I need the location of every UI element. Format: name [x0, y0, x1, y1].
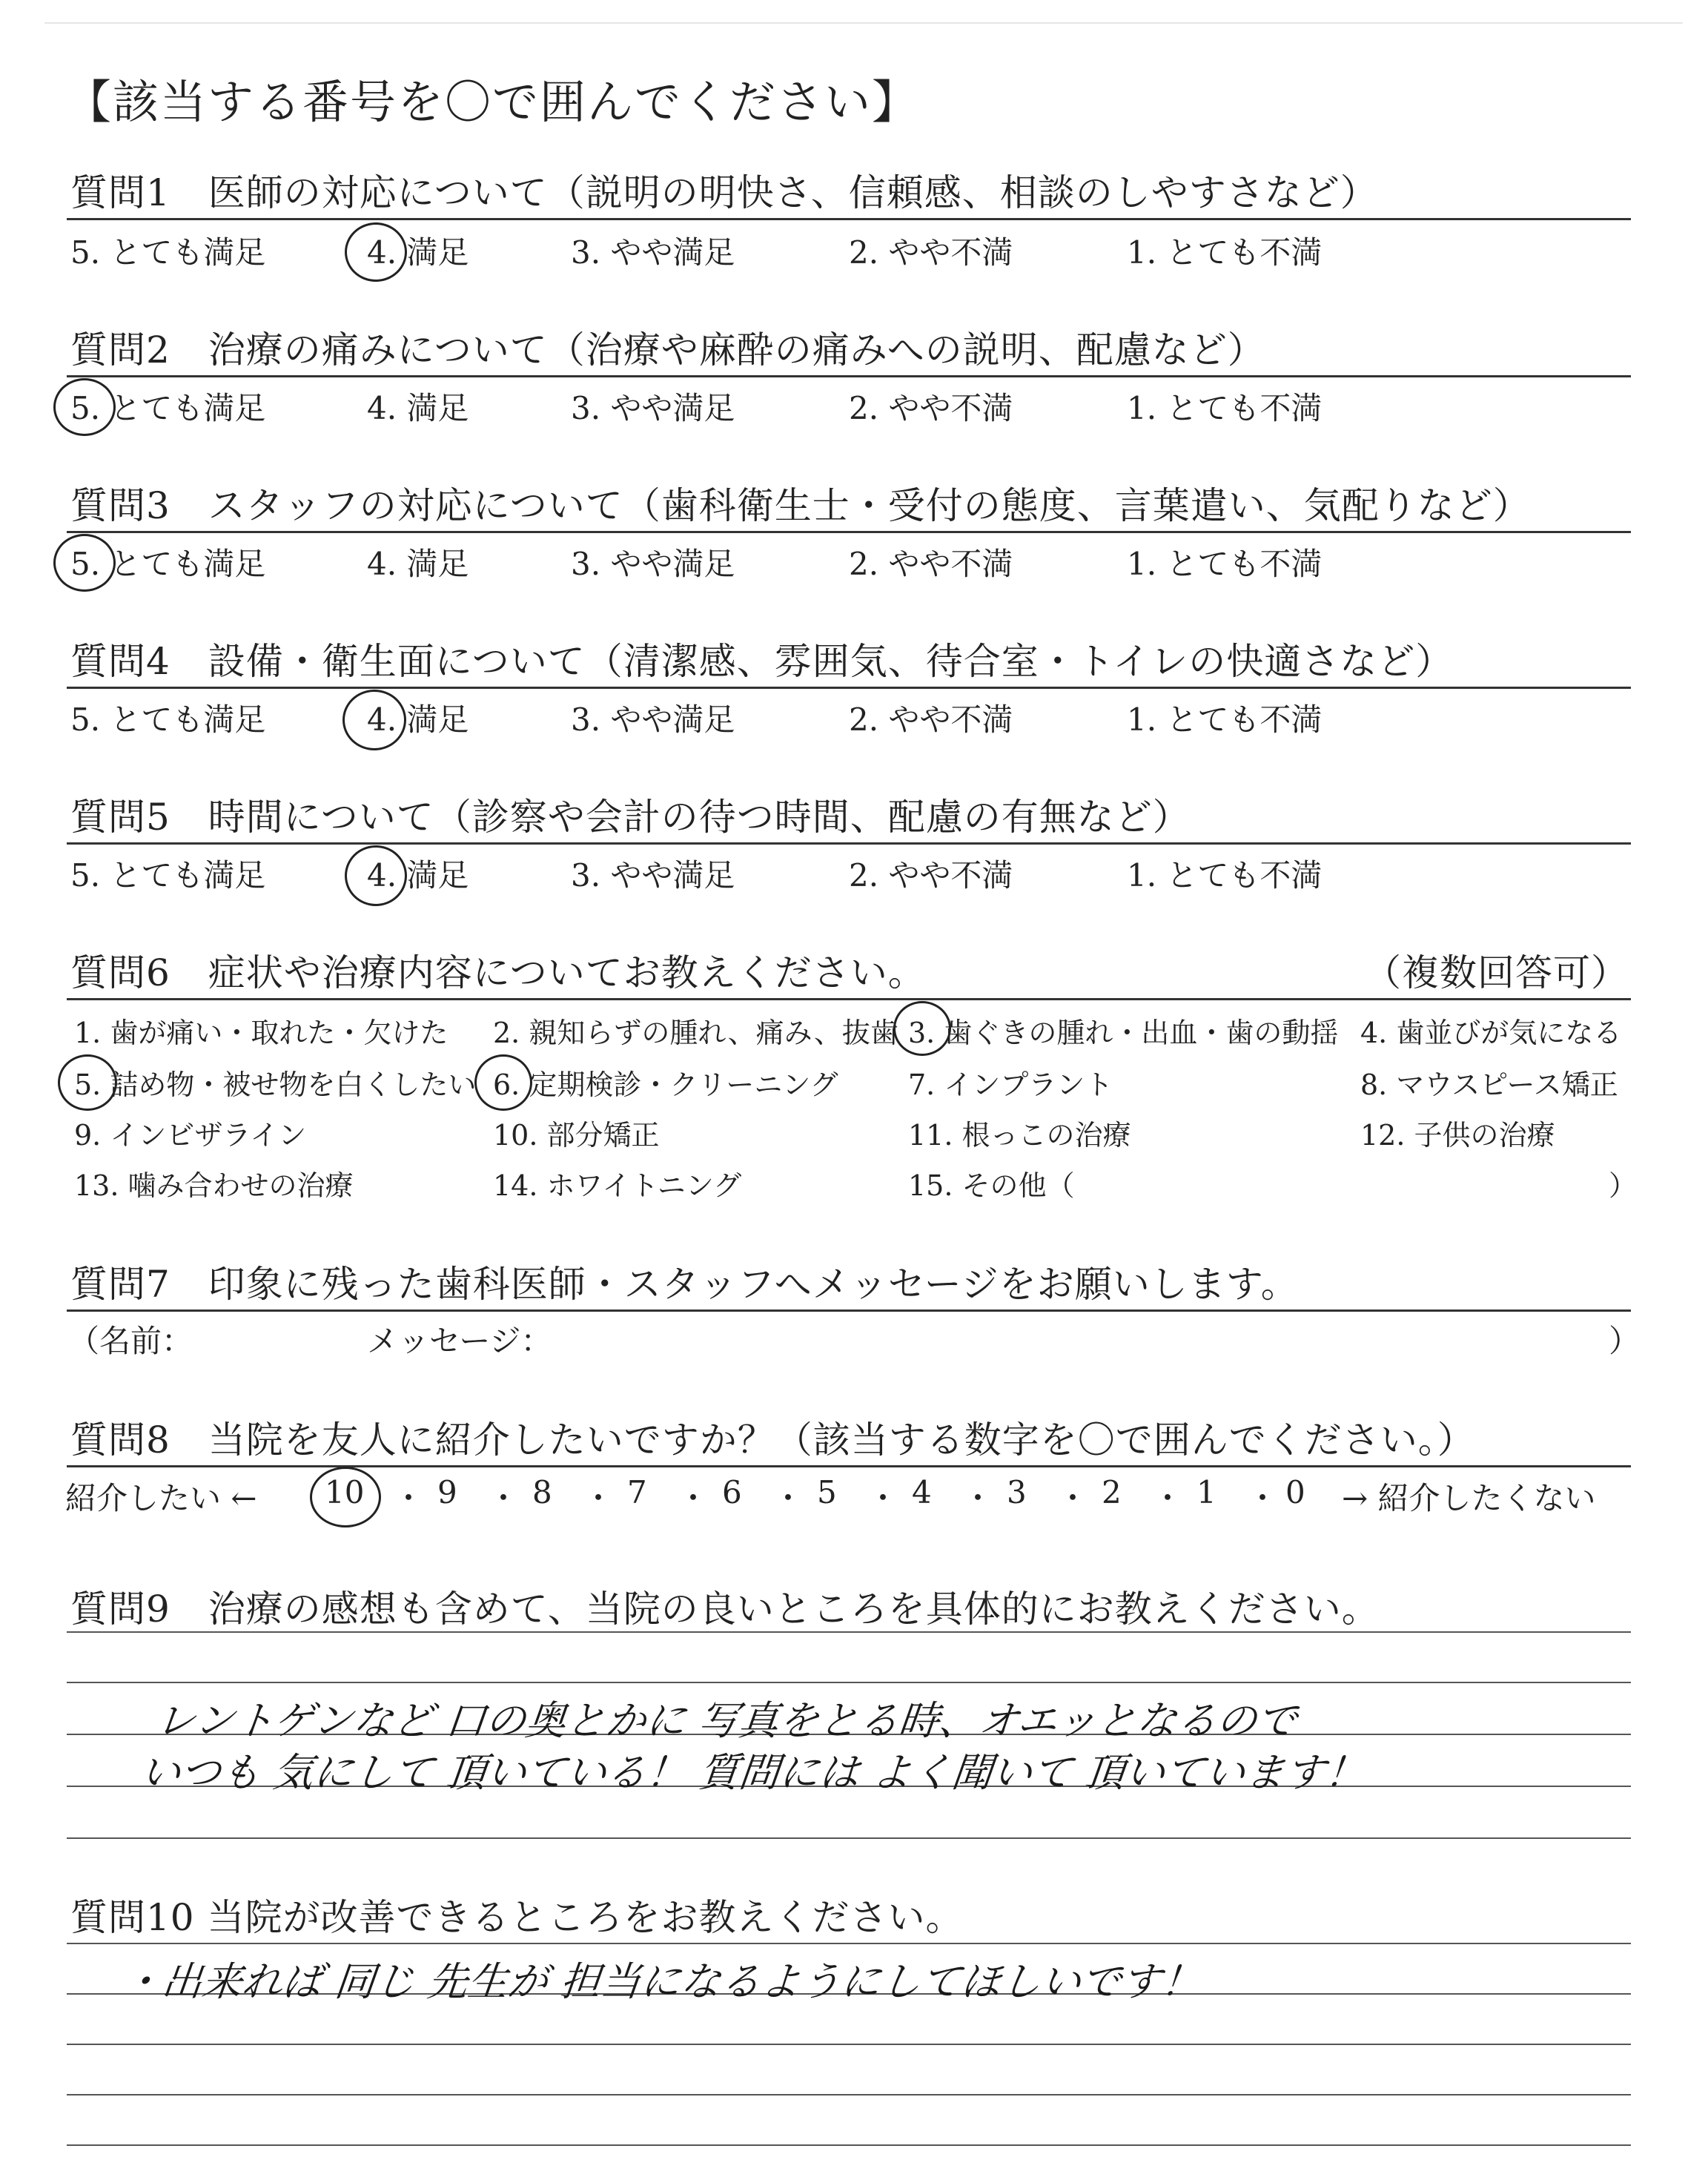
- q10-answer-line-1: [67, 1943, 1631, 1944]
- question-1-title: 質問1 医師の対応について（説明の明快さ、信頼感、相談のしやすさなど）: [70, 171, 1378, 214]
- q10-answer-line-4: [67, 2094, 1631, 2095]
- q8-score-10[interactable]: 10: [325, 1474, 365, 1510]
- q6-option-3[interactable]: 3. 歯ぐきの腫れ・出血・歯の動揺: [908, 1017, 1339, 1049]
- q3-selection-circle: [53, 534, 116, 592]
- q1-selection-circle: [345, 222, 407, 282]
- question-4-rule: [67, 687, 1631, 689]
- q8-score-2[interactable]: 2: [1102, 1474, 1122, 1510]
- q8-score-1[interactable]: 1: [1196, 1474, 1217, 1510]
- q9-answer-line-2: [67, 1682, 1631, 1683]
- q2-option-1[interactable]: 1. とても不満: [1127, 390, 1323, 426]
- top-border: [44, 22, 1683, 24]
- q8-separator: ・: [393, 1480, 425, 1516]
- q1-option-2[interactable]: 2. やや不満: [849, 234, 1013, 271]
- q3-option-1[interactable]: 1. とても不満: [1127, 546, 1323, 582]
- q1-option-4[interactable]: 4. 満足: [367, 234, 469, 271]
- q6-option-7[interactable]: 7. インプラント: [908, 1069, 1113, 1101]
- q2-selection-circle: [53, 378, 116, 436]
- q7-name-label: （名前：: [68, 1323, 193, 1359]
- question-7-title: 質問7 印象に残った歯科医師・スタッフへメッセージをお願いします。: [70, 1263, 1299, 1306]
- q6-selection-circle-5: [58, 1054, 117, 1111]
- q6-option-14[interactable]: 14. ホワイトニング: [493, 1169, 742, 1202]
- q6-option-13[interactable]: 13. 噛み合わせの治療: [74, 1169, 354, 1202]
- question-6-note: （複数回答可）: [1364, 951, 1629, 994]
- q10-answer-line-5: [67, 2144, 1631, 2146]
- q8-separator: ・: [1057, 1480, 1089, 1516]
- q6-option-5[interactable]: 5. 詰め物・被せ物を白くしたい: [74, 1069, 477, 1101]
- question-5-title: 質問5 時間について（診察や会計の待つ時間、配慮の有無など）: [70, 796, 1191, 839]
- q8-score-6[interactable]: 6: [722, 1474, 742, 1510]
- q9-answer-line-5: [67, 1837, 1631, 1839]
- q8-separator: ・: [488, 1480, 520, 1516]
- question-8-title: 質問8 当院を友人に紹介したいですか？（該当する数字を〇で囲んでください。）: [70, 1418, 1475, 1462]
- q4-option-4[interactable]: 4. 満足: [367, 701, 469, 738]
- q6-option-9[interactable]: 9. インビザライン: [74, 1119, 307, 1152]
- q8-score-9[interactable]: 9: [437, 1474, 457, 1510]
- q6-option-15-close-paren: ）: [1609, 1169, 1638, 1202]
- q6-selection-circle-6: [474, 1054, 532, 1111]
- q6-option-11[interactable]: 11. 根っこの治療: [908, 1119, 1131, 1152]
- q4-option-1[interactable]: 1. とても不満: [1127, 701, 1323, 738]
- question-6-rule: [67, 998, 1631, 1000]
- q5-option-2[interactable]: 2. やや不満: [849, 857, 1013, 894]
- q6-option-6[interactable]: 6. 定期検診・クリーニング: [493, 1069, 838, 1101]
- q9-handwritten-answer-2: いつも 気にして 頂いている！ 質問には よく聞いて 頂いています！: [138, 1749, 1368, 1796]
- q8-score-5[interactable]: 5: [817, 1474, 837, 1510]
- q10-answer-line-3: [67, 2044, 1631, 2045]
- q1-option-1[interactable]: 1. とても不満: [1127, 234, 1323, 271]
- question-9-title: 質問9 治療の感想も含めて、当院の良いところを具体的にお教えください。: [70, 1588, 1380, 1631]
- q8-score-4[interactable]: 4: [912, 1474, 932, 1510]
- q7-message-label: メッセージ：: [367, 1323, 552, 1359]
- q7-close-paren: ）: [1609, 1323, 1641, 1359]
- question-2-rule: [67, 375, 1631, 377]
- q4-option-2[interactable]: 2. やや不満: [849, 701, 1013, 738]
- question-5-rule: [67, 842, 1631, 845]
- q6-option-10[interactable]: 10. 部分矯正: [493, 1119, 660, 1152]
- question-10-title: 質問10 当院が改善できるところをお教えください。: [70, 1896, 964, 1939]
- q8-selection-circle: [310, 1467, 381, 1527]
- q8-separator: ・: [583, 1480, 615, 1516]
- question-4-title: 質問4 設備・衛生面について（清潔感、雰囲気、待合室・トイレの快適さなど）: [70, 640, 1454, 683]
- q3-option-4[interactable]: 4. 満足: [367, 546, 469, 582]
- question-3-title: 質問3 スタッフの対応について（歯科衛生士・受付の態度、言葉遣い、気配りなど）: [70, 484, 1531, 527]
- q8-separator: ・: [1152, 1480, 1184, 1516]
- question-3-rule: [67, 531, 1631, 533]
- q8-left-label: 紹介したい ←: [65, 1480, 257, 1516]
- q8-score-0[interactable]: 0: [1285, 1474, 1305, 1510]
- q8-score-7[interactable]: 7: [627, 1474, 647, 1510]
- q8-separator: ・: [678, 1480, 709, 1516]
- q8-right-label: → 紹介したくない: [1342, 1480, 1596, 1516]
- q8-score-8[interactable]: 8: [532, 1474, 552, 1510]
- q4-selection-circle: [342, 690, 406, 750]
- q9-answer-line-1: [67, 1631, 1631, 1633]
- q5-option-5[interactable]: 5. とても満足: [70, 857, 266, 894]
- q1-option-5[interactable]: 5. とても満足: [70, 234, 266, 271]
- question-8-rule: [67, 1465, 1631, 1467]
- q1-option-3[interactable]: 3. やや満足: [571, 234, 735, 271]
- q5-option-1[interactable]: 1. とても不満: [1127, 857, 1323, 894]
- q6-option-15[interactable]: 15. その他（: [908, 1169, 1075, 1202]
- q8-separator: ・: [867, 1480, 899, 1516]
- question-2-title: 質問2 治療の痛みについて（治療や麻酔の痛みへの説明、配慮など）: [70, 328, 1265, 371]
- q6-option-2[interactable]: 2. 親知らずの腫れ、痛み、抜歯: [493, 1017, 898, 1049]
- q6-option-12[interactable]: 12. 子供の治療: [1360, 1119, 1555, 1152]
- q3-option-3[interactable]: 3. やや満足: [571, 546, 735, 582]
- q5-selection-circle: [345, 845, 407, 906]
- page-heading: 【該当する番号を〇で囲んでください】: [65, 75, 920, 129]
- q4-option-3[interactable]: 3. やや満足: [571, 701, 735, 738]
- q2-option-4[interactable]: 4. 満足: [367, 390, 469, 426]
- q8-separator: ・: [1247, 1480, 1279, 1516]
- q8-separator: ・: [962, 1480, 994, 1516]
- q10-handwritten-answer: ・出来れば 同じ 先生が 担当になるようにしてほしいです！: [119, 1958, 1204, 2005]
- q8-score-3[interactable]: 3: [1007, 1474, 1027, 1510]
- q3-option-2[interactable]: 2. やや不満: [849, 546, 1013, 582]
- q2-option-3[interactable]: 3. やや満足: [571, 390, 735, 426]
- q8-separator: ・: [772, 1480, 804, 1516]
- q9-handwritten-answer-1: レントゲンなど 口の奥とかに 写真をとる時、オエッとなるので: [153, 1697, 1300, 1744]
- question-1-rule: [67, 218, 1631, 220]
- q5-option-3[interactable]: 3. やや満足: [571, 857, 735, 894]
- q2-option-2[interactable]: 2. やや不満: [849, 390, 1013, 426]
- q6-option-1[interactable]: 1. 歯が痛い・取れた・欠けた: [74, 1017, 448, 1049]
- q6-selection-circle-3: [893, 1001, 951, 1056]
- q6-option-8[interactable]: 8. マウスピース矯正: [1360, 1069, 1618, 1101]
- q4-option-5[interactable]: 5. とても満足: [70, 701, 266, 738]
- question-6-title: 質問6 症状や治療内容についてお教えください。: [70, 951, 926, 994]
- q5-option-4[interactable]: 4. 満足: [367, 857, 469, 894]
- question-7-rule: [67, 1309, 1631, 1312]
- q3-option-5[interactable]: 5. とても満足: [70, 546, 266, 582]
- q6-option-4[interactable]: 4. 歯並びが気になる: [1360, 1017, 1622, 1049]
- q2-option-5[interactable]: 5. とても満足: [70, 390, 266, 426]
